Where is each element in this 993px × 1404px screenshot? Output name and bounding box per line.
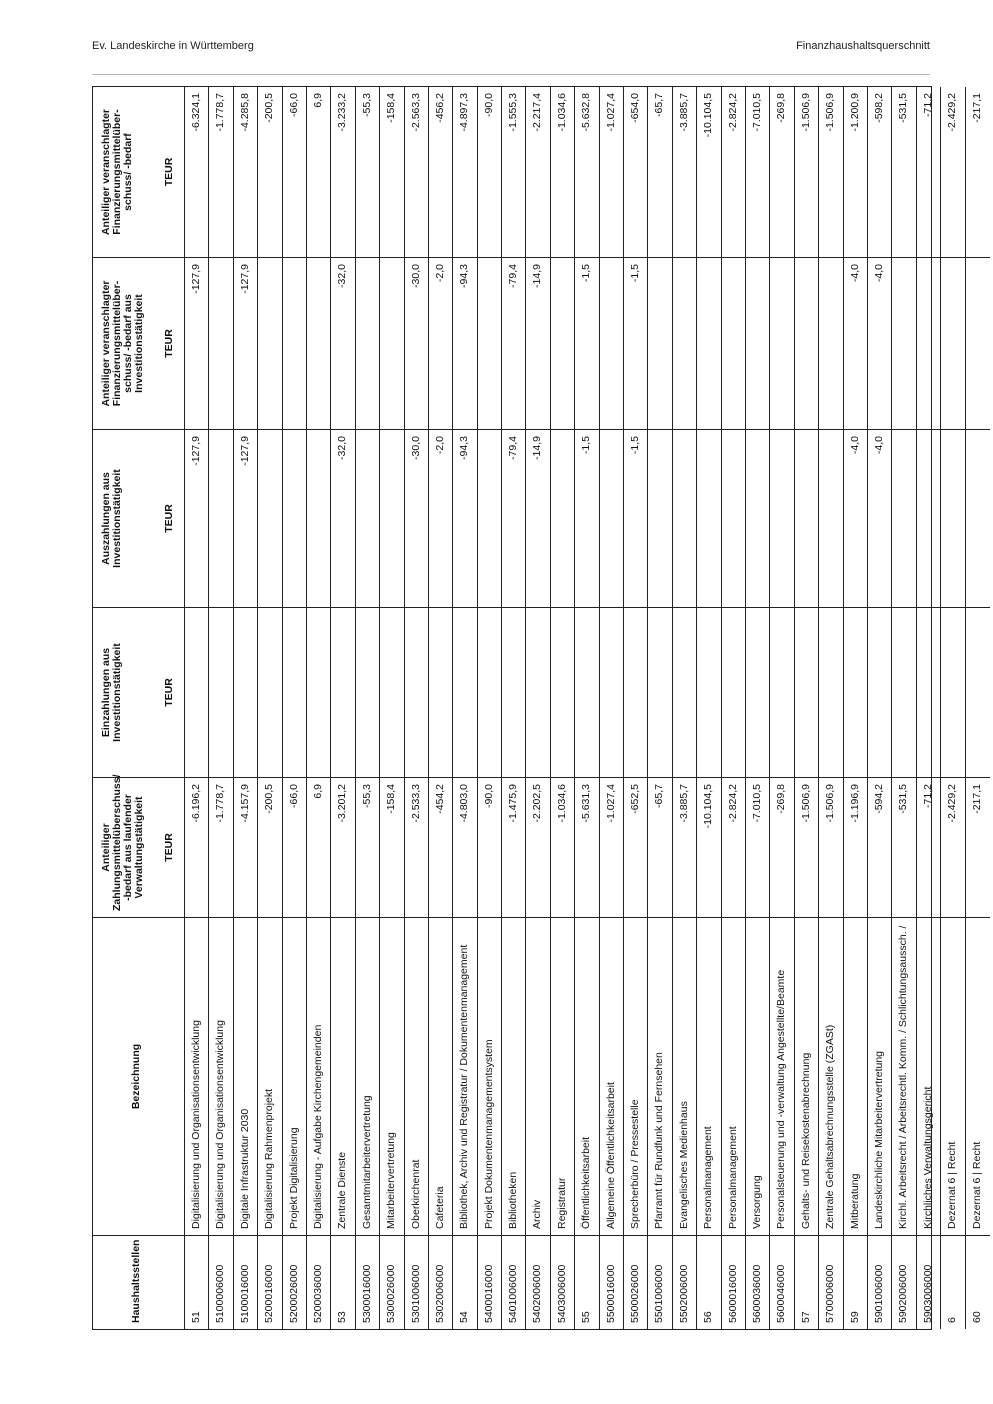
bezeichnung-cell: Öffentlichkeitsarbeit: [575, 917, 598, 1235]
bezeichnung-cell: Zentrale Gehaltsabrechnungsstelle (ZGASt): [819, 917, 842, 1235]
auszahlungen-cell: [258, 429, 281, 607]
bezeichnung-cell: Mitarbeitervertretung: [380, 917, 403, 1235]
haushaltsstelle-cell: 60: [966, 1235, 990, 1329]
investition-cell: [209, 257, 232, 429]
gesamt-cell: -1.027,4: [604, 93, 617, 132]
auszahlungen-cell: [722, 429, 745, 607]
gesamt-cell: -71,2: [921, 93, 934, 117]
einzahlungen-cell: [356, 607, 379, 777]
investition-cell: -94,3: [453, 257, 476, 429]
haushaltsstelle-cell: 5401006000: [502, 1235, 525, 1329]
auszahlungen-cell: [795, 429, 818, 607]
gesamt-cell: -269,8: [775, 93, 788, 123]
auszahlungen-cell: [941, 429, 964, 607]
column-title: Anteiliger veranschlagter Finanzierungsmittelüber-schuss/ -bedarf aus Investitionstätigkeit: [100, 280, 145, 407]
bezeichnung-cell: Gehalts- und Reisekostenabrechnung: [795, 917, 818, 1235]
table-row: [600, 87, 624, 1329]
bezeichnung-cell: Allgemeine Öffentlichkeitsarbeit: [600, 917, 623, 1235]
table-row: [331, 87, 355, 1329]
table-row: [356, 87, 380, 1329]
laufende-verwaltung-cell: -3.201,2: [331, 777, 354, 917]
haushaltsstelle-cell: 5200016000: [258, 1235, 281, 1329]
laufende-verwaltung-cell: -2.533,3: [405, 777, 428, 917]
gesamt-cell: -65,7: [653, 93, 666, 117]
table-row: [380, 87, 404, 1329]
organization-name: Ev. Landeskirche in Württemberg: [92, 40, 254, 52]
laufende-verwaltung-cell: -652,5: [624, 777, 647, 917]
auszahlungen-cell: -1,5: [575, 429, 598, 607]
table-row: [307, 87, 331, 1329]
auszahlungen-cell: -14,9: [526, 429, 549, 607]
bezeichnung-cell: Evangelisches Medienhaus: [673, 917, 696, 1235]
haushaltsstelle-cell: 5500026000: [624, 1235, 647, 1329]
table-row: [673, 87, 697, 1329]
auszahlungen-cell: [819, 429, 842, 607]
table-row: [526, 87, 550, 1329]
bezeichnung-cell: Sprecherbüro / Pressestelle: [624, 917, 647, 1235]
gesamt-cell: -55,3: [360, 93, 373, 117]
haushaltsstelle-cell: 56: [697, 1235, 720, 1329]
investition-cell: -79,4: [502, 257, 525, 429]
column-title: Einzahlungen aus Investitionstätigkeit: [100, 643, 123, 742]
table-row: [429, 87, 453, 1329]
bezeichnung-cell: Landeskirchliche Mitarbeitervertretung: [868, 917, 891, 1235]
laufende-verwaltung-cell: -65,7: [648, 777, 671, 917]
laufende-verwaltung-cell: -2.824,2: [722, 777, 745, 917]
investition-cell: [551, 257, 574, 429]
auszahlungen-cell: -32,0: [331, 429, 354, 607]
einzahlungen-cell: [331, 607, 354, 777]
haushaltsstelle-cell: 5502006000: [673, 1235, 696, 1329]
einzahlungen-cell: [868, 607, 891, 777]
laufende-verwaltung-cell: -454,2: [429, 777, 452, 917]
haushaltsstelle-cell: 5200026000: [283, 1235, 306, 1329]
einzahlungen-cell: [697, 607, 720, 777]
column-header-einzahlungen: [93, 607, 185, 777]
investition-cell: -30,0: [405, 257, 428, 429]
laufende-verwaltung-cell: -531,5: [892, 777, 915, 917]
gesamt-cell: -217,1: [970, 93, 983, 123]
auszahlungen-cell: [307, 429, 330, 607]
investition-cell: [722, 257, 745, 429]
header-divider: [92, 74, 930, 75]
investition-cell: [307, 257, 330, 429]
laufende-verwaltung-cell: -4.157,9: [234, 777, 257, 917]
column-unit: TEUR: [163, 833, 175, 862]
investition-cell: -127,9: [185, 257, 208, 429]
gesamt-cell: -3.885,7: [677, 93, 690, 132]
haushaltsstelle-cell: 5901006000: [868, 1235, 891, 1329]
laufende-verwaltung-cell: -2.202,5: [526, 777, 549, 917]
einzahlungen-cell: [600, 607, 623, 777]
einzahlungen-cell: [185, 607, 208, 777]
haushaltsstelle-cell: 5700006000: [819, 1235, 842, 1329]
gesamt-cell: -3.233,2: [336, 93, 349, 132]
bezeichnung-cell: Pfarramt für Rundfunk und Fernsehen: [648, 917, 671, 1235]
bezeichnung-cell: Bibliotheken: [502, 917, 525, 1235]
auszahlungen-cell: [892, 429, 915, 607]
bezeichnung-cell: Cafeteria: [429, 917, 452, 1235]
einzahlungen-cell: [405, 607, 428, 777]
investition-cell: [746, 257, 769, 429]
table-row: [697, 87, 721, 1329]
einzahlungen-cell: [722, 607, 745, 777]
auszahlungen-cell: -4,0: [868, 429, 891, 607]
laufende-verwaltung-cell: -269,8: [770, 777, 793, 917]
haushaltsstelle-cell: 5402006000: [526, 1235, 549, 1329]
einzahlungen-cell: [478, 607, 501, 777]
budget-table: [92, 86, 983, 1330]
gesamt-cell: -1.555,3: [507, 93, 520, 132]
gesamt-cell: -4.897,3: [458, 93, 471, 132]
investition-cell: [819, 257, 842, 429]
investition-cell: [478, 257, 501, 429]
haushaltsstelle-cell: 5902006000: [892, 1235, 915, 1329]
gesamt-cell: 6,9: [311, 93, 324, 108]
einzahlungen-cell: [819, 607, 842, 777]
laufende-verwaltung-cell: -1.506,9: [819, 777, 842, 917]
bezeichnung-cell: Versorgung: [746, 917, 769, 1235]
auszahlungen-cell: [551, 429, 574, 607]
auszahlungen-cell: -79,4: [502, 429, 525, 607]
haushaltsstelle-cell: 5100006000: [209, 1235, 232, 1329]
auszahlungen-cell: -30,0: [405, 429, 428, 607]
investition-cell: -1,5: [575, 257, 598, 429]
laufende-verwaltung-cell: -10.104,5: [697, 777, 720, 917]
column-header-gesamt: [93, 87, 185, 257]
auszahlungen-cell: -2,0: [429, 429, 452, 607]
investition-cell: [966, 257, 990, 429]
bezeichnung-cell: Dezernat 6 | Recht: [966, 917, 990, 1235]
auszahlungen-cell: [600, 429, 623, 607]
auszahlungen-cell: [770, 429, 793, 607]
laufende-verwaltung-cell: -90,0: [478, 777, 501, 917]
table-row: [648, 87, 672, 1329]
table-row: [551, 87, 575, 1329]
bezeichnung-cell: Digitalisierung Rahmenprojekt: [258, 917, 281, 1235]
einzahlungen-cell: [941, 607, 964, 777]
table-row: [917, 87, 941, 1329]
table-row: [624, 87, 648, 1329]
column-title: Haushaltsstellen: [130, 1239, 142, 1323]
table-row: [746, 87, 770, 1329]
bezeichnung-cell: Digitalisierung und Organisationsentwicklung: [209, 917, 232, 1235]
haushaltsstelle-cell: 5600046000: [770, 1235, 793, 1329]
einzahlungen-cell: [453, 607, 476, 777]
column-header-auszahlungen: [93, 429, 185, 607]
haushaltsstelle-cell: 5600016000: [722, 1235, 745, 1329]
bezeichnung-cell: Digitalisierung und Organisationsentwicklung: [185, 917, 208, 1235]
column-title: Anteiliger veranschlagter Finanzierungsmittelüber-schuss/ -bedarf: [100, 108, 134, 236]
column-unit: TEUR: [163, 678, 175, 707]
investition-cell: [673, 257, 696, 429]
table-row: [795, 87, 819, 1329]
bezeichnung-cell: Digitale Infrastruktur 2030: [234, 917, 257, 1235]
einzahlungen-cell: [673, 607, 696, 777]
investition-cell: -2,0: [429, 257, 452, 429]
gesamt-cell: -158,4: [385, 93, 398, 123]
haushaltsstelle-cell: 5403006000: [551, 1235, 574, 1329]
bezeichnung-cell: Oberkirchenrat: [405, 917, 428, 1235]
laufende-verwaltung-cell: -217,1: [966, 777, 990, 917]
document-title: Finanzhaushaltsquerschnitt: [796, 40, 930, 52]
gesamt-cell: -6.324,1: [190, 93, 202, 132]
auszahlungen-cell: [917, 429, 940, 607]
einzahlungen-cell: [209, 607, 232, 777]
gesamt-cell: -1.506,9: [824, 93, 837, 132]
einzahlungen-cell: [429, 607, 452, 777]
haushaltsstelle-cell: 5300026000: [380, 1235, 403, 1329]
auszahlungen-cell: [746, 429, 769, 607]
bezeichnung-cell: Personalmanagement: [722, 917, 745, 1235]
einzahlungen-cell: [307, 607, 330, 777]
table-row: [185, 87, 209, 1329]
table-row: [575, 87, 599, 1329]
laufende-verwaltung-cell: -55,3: [356, 777, 379, 917]
bezeichnung-cell: Personalsteuerung und -verwaltung Angestellte/Beamte: [770, 917, 793, 1235]
gesamt-cell: -598,2: [872, 93, 885, 123]
gesamt-cell: -10.104,5: [702, 93, 715, 138]
gesamt-cell: -1.506,9: [799, 93, 812, 132]
einzahlungen-cell: [234, 607, 257, 777]
haushaltsstelle-cell: 5100016000: [234, 1235, 257, 1329]
haushaltsstelle-cell: 59: [844, 1235, 867, 1329]
laufende-verwaltung-cell: -158,4: [380, 777, 403, 917]
table-row: [966, 87, 990, 1329]
table-row: [770, 87, 794, 1329]
auszahlungen-cell: [380, 429, 403, 607]
laufende-verwaltung-cell: -71,2: [917, 777, 940, 917]
haushaltsstelle-cell: 5301006000: [405, 1235, 428, 1329]
gesamt-cell: -2.824,2: [726, 93, 739, 132]
investition-cell: [697, 257, 720, 429]
einzahlungen-cell: [966, 607, 990, 777]
bezeichnung-cell: Mitberatung: [844, 917, 867, 1235]
table-row: [868, 87, 892, 1329]
investition-cell: -4,0: [844, 257, 867, 429]
table-row: [819, 87, 843, 1329]
gesamt-cell: -66,0: [287, 93, 300, 117]
budget-table-container: [92, 86, 983, 1330]
table-row: [405, 87, 429, 1329]
einzahlungen-cell: [575, 607, 598, 777]
haushaltsstelle-cell: 5200036000: [307, 1235, 330, 1329]
gesamt-cell: -1.034,6: [555, 93, 568, 132]
bezeichnung-cell: Dezernat 6 | Recht: [941, 917, 964, 1235]
bezeichnung-cell: Archiv: [526, 917, 549, 1235]
bezeichnung-cell: Registratur: [551, 917, 574, 1235]
bezeichnung-cell: Kirchl. Arbeitsrecht / Arbeitsrechtl. Komm. / Schlichtungsaussch. /: [892, 917, 915, 1235]
laufende-verwaltung-cell: -4.803,0: [453, 777, 476, 917]
auszahlungen-cell: [673, 429, 696, 607]
bezeichnung-cell: Digitalisierung - Aufgabe Kirchengemeinden: [307, 917, 330, 1235]
haushaltsstelle-cell: 51: [185, 1235, 208, 1329]
gesamt-cell: -7.010,5: [750, 93, 763, 132]
haushaltsstelle-cell: 53: [331, 1235, 354, 1329]
table-row: [283, 87, 307, 1329]
investition-cell: [917, 257, 940, 429]
laufende-verwaltung-cell: -1.778,7: [209, 777, 232, 917]
einzahlungen-cell: [526, 607, 549, 777]
bezeichnung-cell: Projekt Digitalisierung: [283, 917, 306, 1235]
bezeichnung-cell: Zentrale Dienste: [331, 917, 354, 1235]
investition-cell: [258, 257, 281, 429]
laufende-verwaltung-cell: -1.506,9: [795, 777, 818, 917]
investition-cell: -1,5: [624, 257, 647, 429]
laufende-verwaltung-cell: -7.010,5: [746, 777, 769, 917]
investition-cell: [356, 257, 379, 429]
einzahlungen-cell: [648, 607, 671, 777]
haushaltsstelle-cell: 5302006000: [429, 1235, 452, 1329]
gesamt-cell: -456,2: [433, 93, 446, 123]
einzahlungen-cell: [770, 607, 793, 777]
investition-cell: [941, 257, 964, 429]
table-row: [722, 87, 746, 1329]
haushaltsstelle-cell: 5300016000: [356, 1235, 379, 1329]
gesamt-cell: -4.285,8: [238, 93, 251, 132]
bezeichnung-cell: Projekt Dokumentenmanagementsystem: [478, 917, 501, 1235]
einzahlungen-cell: [844, 607, 867, 777]
haushaltsstelle-cell: 5400016000: [478, 1235, 501, 1329]
table-row: [258, 87, 282, 1329]
auszahlungen-cell: [478, 429, 501, 607]
gesamt-cell: -654,0: [629, 93, 642, 123]
laufende-verwaltung-cell: -2.429,2: [941, 777, 964, 917]
bezeichnung-cell: Gesamtmitarbeitervertretung: [356, 917, 379, 1235]
einzahlungen-cell: [283, 607, 306, 777]
gesamt-cell: -5.632,8: [580, 93, 593, 132]
bezeichnung-cell: Bibliothek, Archiv und Registratur / Dokumentenmanagement: [453, 917, 476, 1235]
gesamt-cell: -90,0: [482, 93, 495, 117]
haushaltsstelle-cell: 5500016000: [600, 1235, 623, 1329]
laufende-verwaltung-cell: -6.196,2: [185, 777, 208, 917]
einzahlungen-cell: [551, 607, 574, 777]
einzahlungen-cell: [795, 607, 818, 777]
column-unit: TEUR: [163, 157, 175, 187]
table-body: [185, 87, 990, 1329]
column-title: Anteiliger Zahlungsmittelüberschuss/ -bedarf aus laufender Verwaltungstätigkeit: [100, 774, 145, 911]
investition-cell: [648, 257, 671, 429]
auszahlungen-cell: -4,0: [844, 429, 867, 607]
investition-cell: [380, 257, 403, 429]
auszahlungen-cell: -1,5: [624, 429, 647, 607]
laufende-verwaltung-cell: -1.034,6: [551, 777, 574, 917]
gesamt-cell: -531,5: [897, 93, 910, 123]
einzahlungen-cell: [917, 607, 940, 777]
auszahlungen-cell: -127,9: [185, 429, 208, 607]
haushaltsstelle-cell: 5600036000: [746, 1235, 769, 1329]
column-header-haushaltsstellen: [93, 1235, 185, 1329]
haushaltsstelle-cell: 57: [795, 1235, 818, 1329]
column-header-investitionstaetigkeit: [93, 257, 185, 429]
page-header: [92, 40, 930, 60]
laufende-verwaltung-cell: 6,9: [307, 777, 330, 917]
column-title: Bezeichnung: [130, 1043, 142, 1110]
einzahlungen-cell: [624, 607, 647, 777]
investition-cell: -32,0: [331, 257, 354, 429]
laufende-verwaltung-cell: -1.475,9: [502, 777, 525, 917]
gesamt-cell: -1.200,9: [848, 93, 861, 132]
table-row: [941, 87, 965, 1329]
table-row: [478, 87, 502, 1329]
investition-cell: [892, 257, 915, 429]
haushaltsstelle-cell: 55: [575, 1235, 598, 1329]
investition-cell: -127,9: [234, 257, 257, 429]
laufende-verwaltung-cell: -1.196,9: [844, 777, 867, 917]
haushaltsstelle-cell: 54: [453, 1235, 476, 1329]
table-row: [453, 87, 477, 1329]
table-row: [234, 87, 258, 1329]
einzahlungen-cell: [502, 607, 525, 777]
column-title: Auszahlungen aus Investitionstätigkeit: [100, 469, 123, 568]
column-unit: TEUR: [163, 329, 175, 358]
table-row: [892, 87, 916, 1329]
table-row: [844, 87, 868, 1329]
auszahlungen-cell: [283, 429, 306, 607]
investition-cell: [795, 257, 818, 429]
gesamt-cell: -200,5: [263, 93, 276, 123]
auszahlungen-cell: -127,9: [234, 429, 257, 607]
bezeichnung-cell: Personalmanagement: [697, 917, 720, 1235]
einzahlungen-cell: [380, 607, 403, 777]
laufende-verwaltung-cell: -5.631,3: [575, 777, 598, 917]
auszahlungen-cell: [209, 429, 232, 607]
laufende-verwaltung-cell: -200,5: [258, 777, 281, 917]
gesamt-cell: -2.217,4: [531, 93, 544, 132]
laufende-verwaltung-cell: -3.885,7: [673, 777, 696, 917]
gesamt-cell: -1.778,7: [214, 93, 227, 132]
column-header-laufende-verwaltung: [93, 774, 185, 917]
bezeichnung-cell: Kirchliches Verwaltungsgericht: [917, 917, 940, 1235]
table-row: [502, 87, 526, 1329]
auszahlungen-cell: [356, 429, 379, 607]
investition-cell: [600, 257, 623, 429]
gesamt-cell: -2.429,2: [946, 93, 959, 132]
gesamt-cell: -2.563,3: [409, 93, 422, 132]
column-header-bezeichnung: [93, 917, 185, 1235]
auszahlungen-cell: [966, 429, 990, 607]
investition-cell: [770, 257, 793, 429]
haushaltsstelle-cell: 6: [941, 1235, 964, 1329]
investition-cell: [283, 257, 306, 429]
auszahlungen-cell: -94,3: [453, 429, 476, 607]
auszahlungen-cell: [697, 429, 720, 607]
laufende-verwaltung-cell: -66,0: [283, 777, 306, 917]
einzahlungen-cell: [258, 607, 281, 777]
investition-cell: -14,9: [526, 257, 549, 429]
haushaltsstelle-cell: 5501006000: [648, 1235, 671, 1329]
table-row: [209, 87, 233, 1329]
laufende-verwaltung-cell: -1.027,4: [600, 777, 623, 917]
auszahlungen-cell: [648, 429, 671, 607]
einzahlungen-cell: [746, 607, 769, 777]
einzahlungen-cell: [892, 607, 915, 777]
haushaltsstelle-cell: 5903006000: [917, 1235, 940, 1329]
investition-cell: -4,0: [868, 257, 891, 429]
column-unit: TEUR: [163, 504, 175, 533]
laufende-verwaltung-cell: -594,2: [868, 777, 891, 917]
table-header-row: [93, 87, 185, 1329]
